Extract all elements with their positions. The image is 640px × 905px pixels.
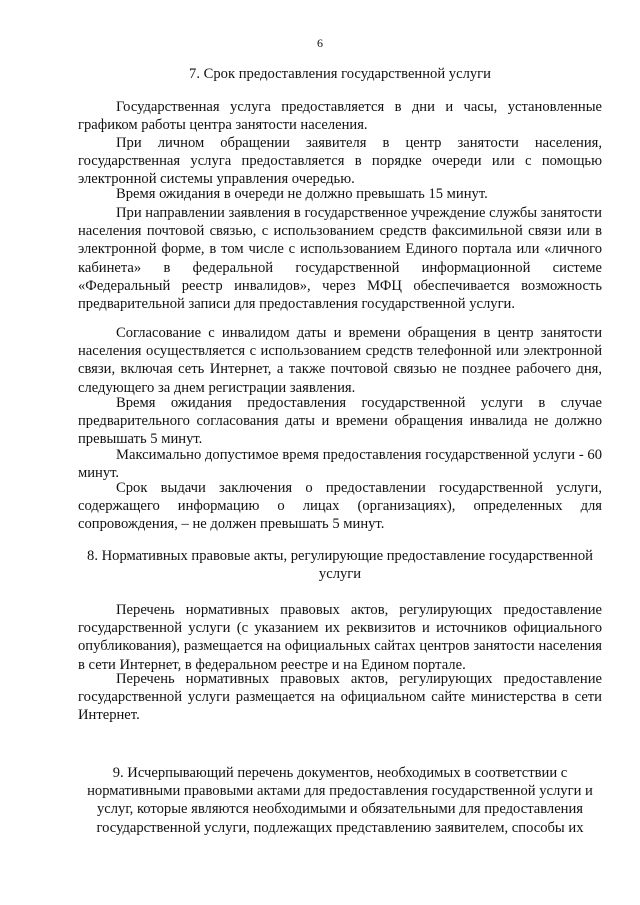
paragraph: Время ожидания предоставления государственной услуги в случае предварительного согласования даты и времени обращения инвалида не должно превышать 5 минут. (78, 395, 602, 448)
paragraph: Перечень нормативных правовых актов, регулирующих предоставление государственной услуги (с указанием их реквизитов и источников официального опубликования), размещается на официальных сайтах центров занятости населения в сети Интернет, в федеральном реестре и на Едином портале. (78, 602, 602, 673)
paragraph: Перечень нормативных правовых актов, регулирующих предоставление государственной услуги размещается на официальном сайте министерства в сети Интернет. (78, 671, 602, 724)
paragraph: При личном обращении заявителя в центр занятости населения, государственная услуга предоставляется в порядке очереди или с помощью электронной системы управления очередью. (78, 135, 602, 188)
paragraph: Согласование с инвалидом даты и времени обращения в центр занятости населения осуществляется с использованием средств телефонной или электронной связи, включая сеть Интернет, а также почтовой связью не позднее рабочего дня, следующего за днем регистрации заявления. (78, 325, 602, 396)
paragraph: Время ожидания в очереди не должно превышать 15 минут. (116, 186, 488, 202)
section-8-heading: 8. Нормативных правовые акты, регулирующие предоставление государственной услуги (87, 548, 593, 583)
paragraph: При направлении заявления в государственное учреждение службы занятости населения почтовой связью, с использованием средств факсимильной связи или в электронной форме, в том числе с использованием Единого портала или «личного кабинета» в федеральной государственной информационной системе «Федеральный реестр инвалидов», через МФЦ обеспечивается возможность предварительной записи для предоставления государственной услуги. (78, 205, 602, 313)
paragraph: Срок выдачи заключения о предоставлении государственной услуги, содержащего информацию о лицах (организациях), определенных для сопровождения, – не должен превышать 5 минут. (78, 480, 602, 533)
page-number: 6 (317, 36, 323, 50)
paragraph: Максимально допустимое время предоставления государственной услуги - 60 минут. (78, 447, 602, 482)
section-7-heading: 7. Срок предоставления государственной услуги (189, 66, 491, 82)
section-9-heading: 9. Исчерпывающий перечень документов, необходимых в соответствии с нормативными правовыми актами для предоставления государственной услуги и услуг, которые являются необходимыми и обязательными для предоставления государственной услуги, подлежащих представлению заявителем, способы их (87, 765, 593, 836)
paragraph: Государственная услуга предоставляется в дни и часы, установленные графиком работы центра занятости населения. (78, 99, 602, 134)
